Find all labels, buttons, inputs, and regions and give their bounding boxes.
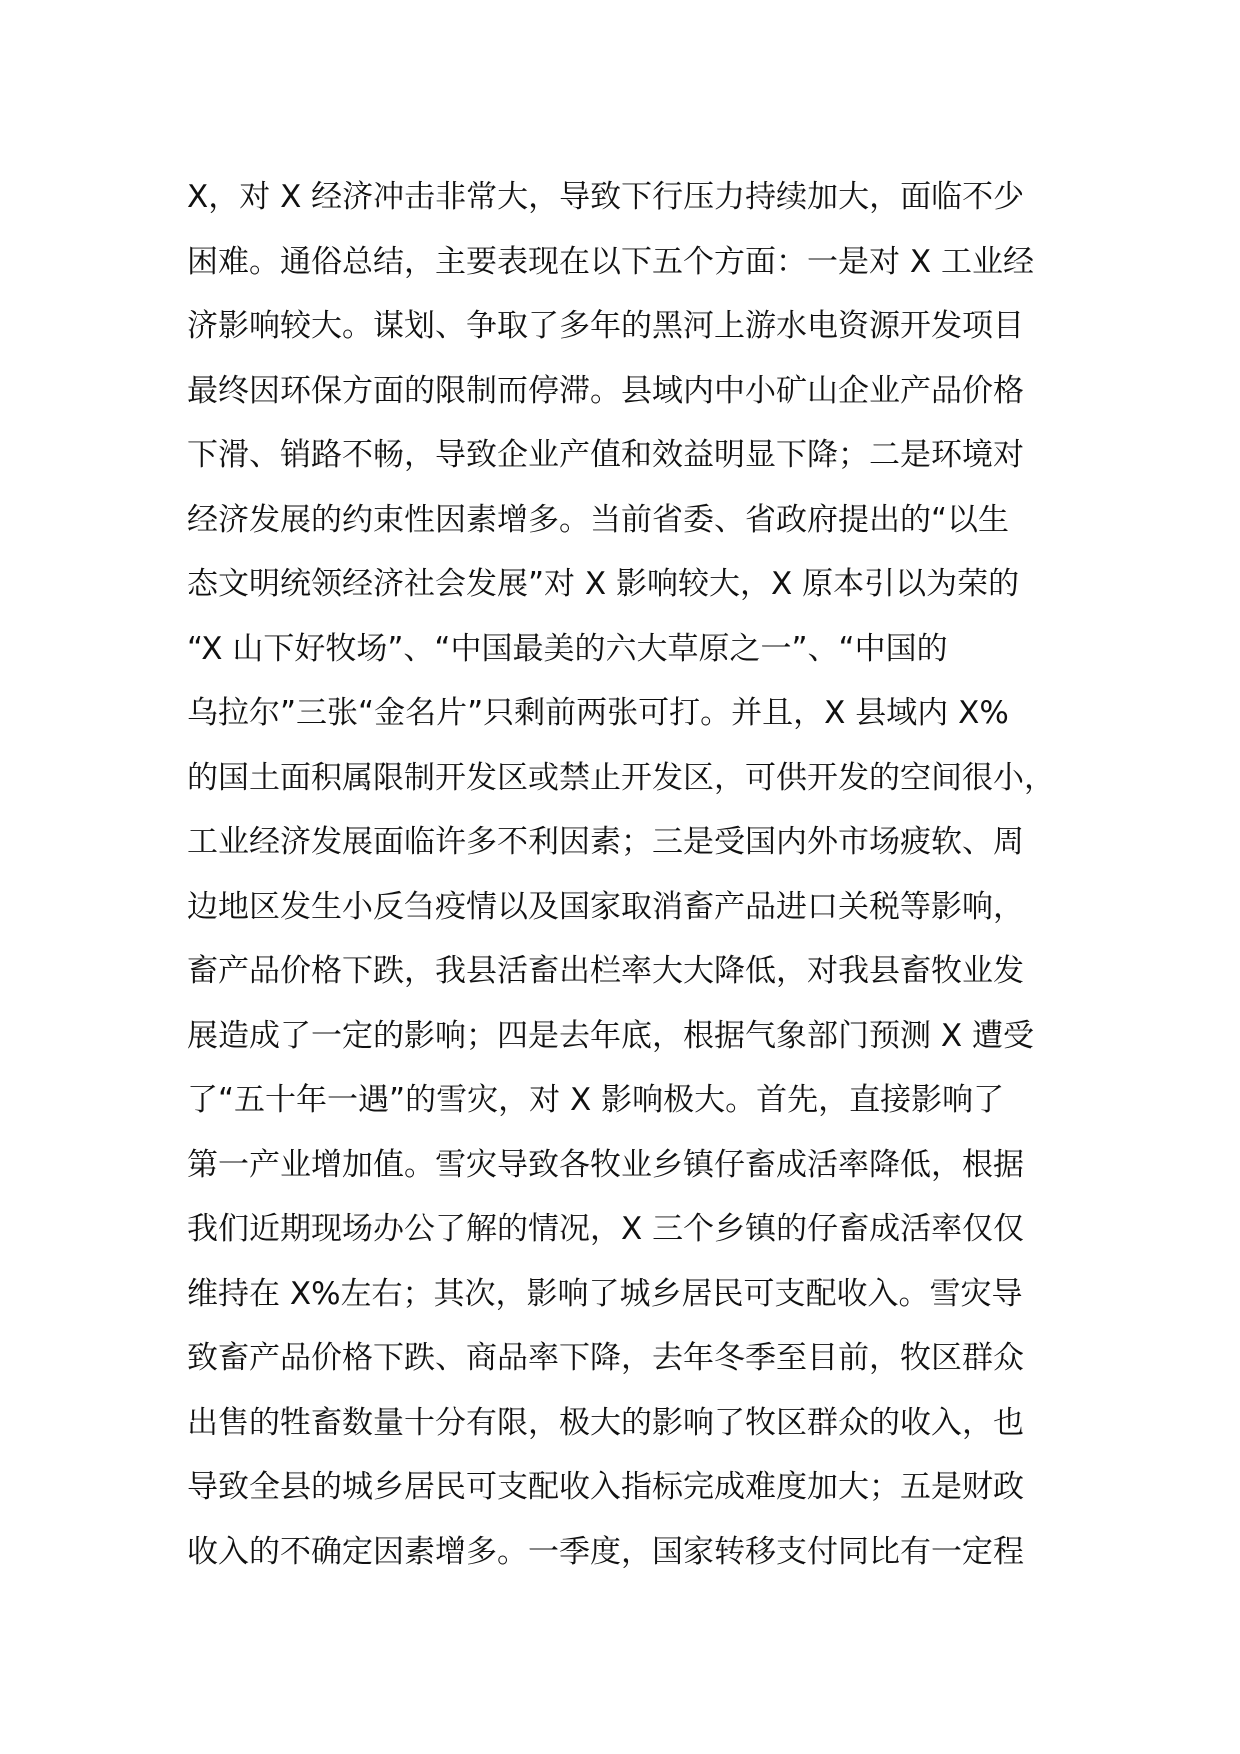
- text-line: 边地区发生小反刍疫情以及国家取消畜产品进口关税等影响，: [187, 888, 1024, 925]
- text-line: 困难。通俗总结，主要表现在以下五个方面：一是对 X 工业经: [187, 243, 1034, 280]
- text-line: X，对 X 经济冲击非常大，导致下行压力持续加大，面临不少: [187, 179, 1025, 215]
- text-line: 展造成了一定的影响；四是去年底，根据气象部门预测 X 遭受: [187, 1017, 1034, 1054]
- text-line: 态文明统领经济社会发展”对 X 影响较大，X 原本引以为荣的: [187, 566, 1020, 602]
- text-line: 致畜产品价格下跌、商品率下降，去年冬季至目前，牧区群众: [187, 1340, 1024, 1376]
- text-line: 的国土面积属限制开发区或禁止开发区，可供开发的空间很小，: [187, 759, 1055, 796]
- text-line: “X 山下好牧场”、“中国最美的六大草原之一”、“中国的: [187, 630, 948, 667]
- text-line: 维持在 X%左右；其次，影响了城乡居民可支配收入。雪灾导: [187, 1275, 1023, 1312]
- text-line: 畜产品价格下跌，我县活畜出栏率大大降低，对我县畜牧业发: [187, 953, 1024, 989]
- text-line: 出售的牲畜数量十分有限，极大的影响了牧区群众的收入，也: [187, 1404, 1024, 1441]
- text-line: 济影响较大。谋划、争取了多年的黑河上游水电资源开发项目: [187, 308, 1024, 344]
- text-line: 了“五十年一遇”的雪灾，对 X 影响极大。首先，直接影响了: [187, 1082, 1005, 1118]
- text-line: 工业经济发展面临许多不利因素；三是受国内外市场疲软、周: [187, 824, 1024, 860]
- text-line: 收入的不确定因素增多。一季度，国家转移支付同比有一定程: [187, 1533, 1024, 1570]
- text-line: 我们近期现场办公了解的情况，X 三个乡镇的仔畜成活率仅仅: [187, 1211, 1025, 1247]
- text-line: 经济发展的约束性因素增多。当前省委、省政府提出的“以生: [187, 501, 1010, 538]
- body-text: [187, 165, 1087, 1584]
- text-line: 第一产业增加值。雪灾导致各牧业乡镇仔畜成活率降低，根据: [187, 1146, 1024, 1183]
- text-line: 最终因环保方面的限制而停滞。县域内中小矿山企业产品价格: [187, 372, 1024, 409]
- text-line: 下滑、销路不畅，导致企业产值和效益明显下降；二是环境对: [187, 437, 1024, 473]
- text-line: 导致全县的城乡居民可支配收入指标完成难度加大；五是财政: [187, 1469, 1024, 1505]
- text-line: 乌拉尔”三张“金名片”只剩前两张可打。并且，X 县域内 X%: [187, 695, 1009, 731]
